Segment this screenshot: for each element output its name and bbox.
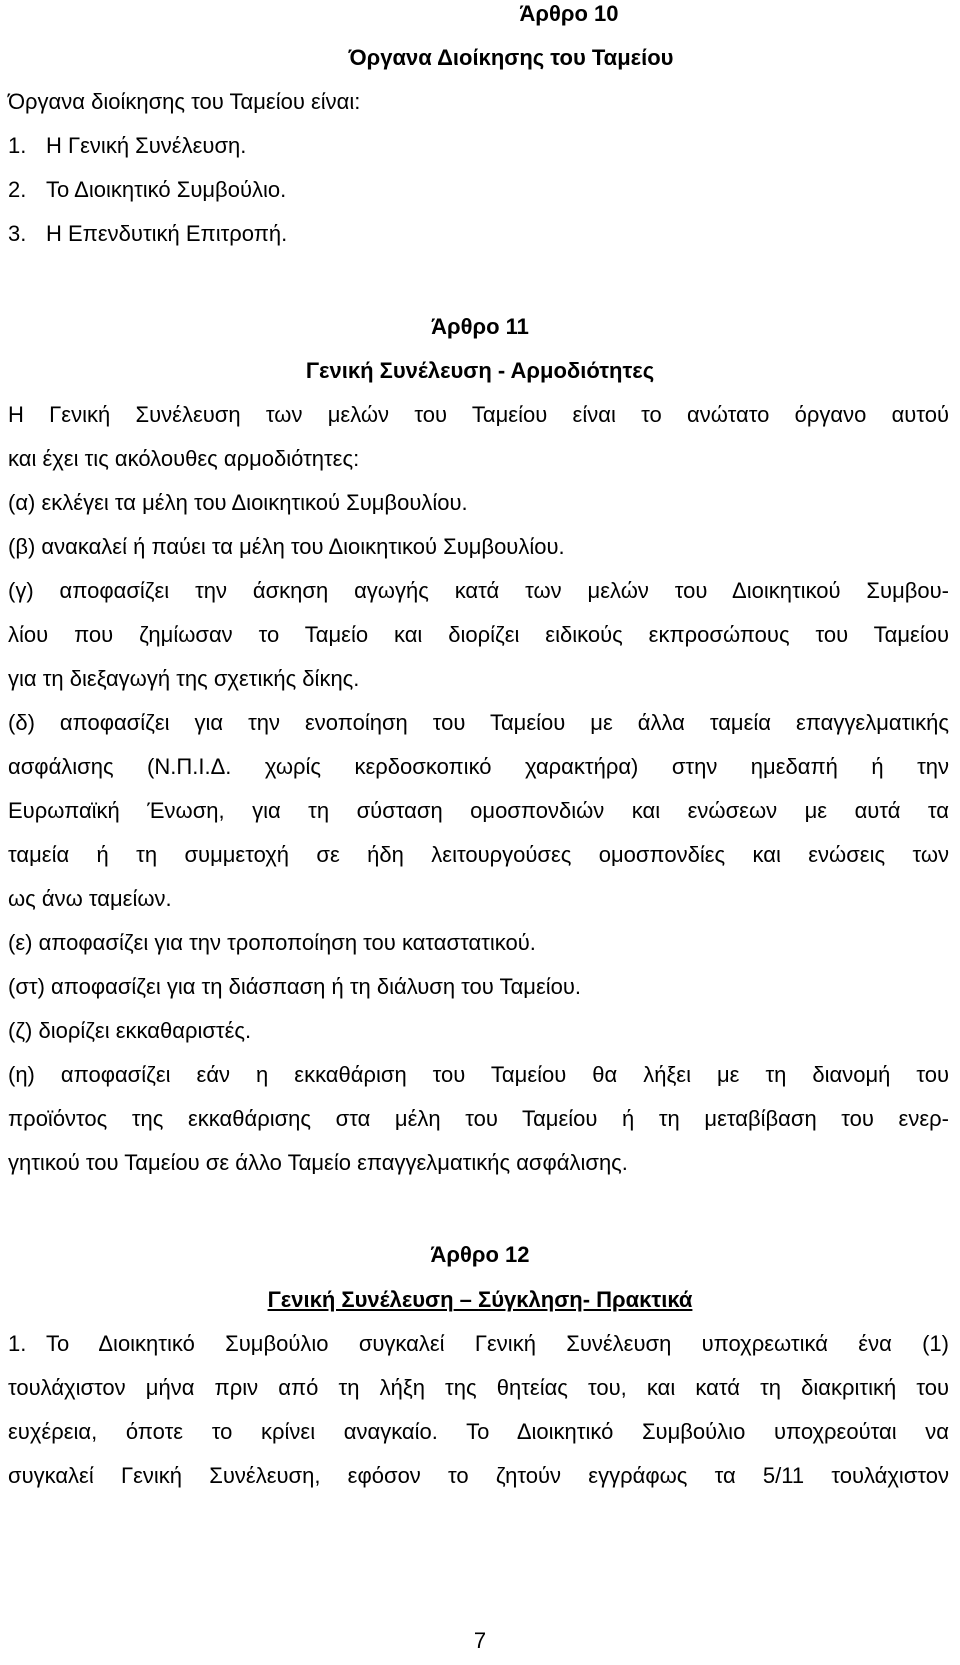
paragraph-text: Το Διοικητικό Συμβούλιο συγκαλεί Γενική Συνέλευση υποχρεωτικά ένα (1) xyxy=(46,1331,949,1356)
paragraph-line: ευχέρεια, όποτε το κρίνει αναγκαίο. Το Διοικητικό Συμβούλιο υποχρεούται να xyxy=(8,1419,949,1444)
paragraph-line: γητικού του Ταμείου σε άλλο Ταμείο επαγγελματικής ασφάλισης. xyxy=(8,1150,628,1175)
paragraph-line xyxy=(8,1322,949,1366)
article-10-heading: Άρθρο 10 xyxy=(519,1,619,26)
paragraph-line: και έχει τις ακόλουθες αρμοδιότητες: xyxy=(8,446,360,471)
paragraph-line: για τη διεξαγωγή της σχετικής δίκης. xyxy=(8,666,360,691)
paragraph-line: (ζ) διορίζει εκκαθαριστές. xyxy=(8,1018,252,1043)
article-12-heading: Άρθρο 12 xyxy=(430,1242,530,1267)
paragraph-line: (η) αποφασίζει εάν η εκκαθάριση του Ταμείου θα λήξει με τη διανομή του xyxy=(8,1062,949,1087)
list-item-number: 3. xyxy=(8,221,27,246)
paragraph-line: (γ) αποφασίζει την άσκηση αγωγής κατά των μελών του Διοικητικού Συμβου- xyxy=(8,578,949,603)
paragraph-line: Ευρωπαϊκή Ένωση, για τη σύσταση ομοσπονδιών και ενώσεων με αυτά τα xyxy=(8,798,949,823)
paragraph-line: προϊόντος της εκκαθάρισης στα μέλη του Ταμείου ή τη μεταβίβαση του ενερ- xyxy=(8,1106,949,1131)
list-item xyxy=(8,212,287,256)
article-12-title-part1: Γενική Συνέλευση xyxy=(267,1287,454,1312)
paragraph-line: συγκαλεί Γενική Συνέλευση, εφόσον το ζητούν εγγράφως τα 5/11 τουλάχιστον xyxy=(8,1463,949,1488)
list-item-text: Η Γενική Συνέλευση. xyxy=(46,133,247,158)
paragraph-line: (ε) αποφασίζει για την τροποποίηση του καταστατικού. xyxy=(8,930,536,955)
article-10-title: Όργανα Διοίκησης του Ταμείου xyxy=(348,45,674,70)
article-12-title xyxy=(0,1278,960,1322)
list-item xyxy=(8,168,286,212)
list-item-text: Η Επενδυτική Επιτροπή. xyxy=(46,221,288,246)
paragraph-line: (στ) αποφασίζει για τη διάσπαση ή τη διάλυση του Ταμείου. xyxy=(8,974,582,999)
article-11-title: Γενική Συνέλευση - Αρμοδιότητες xyxy=(305,358,655,383)
paragraph-line: Η Γενική Συνέλευση των μελών του Ταμείου είναι το ανώτατο όργανο αυτού xyxy=(8,402,949,427)
article-12-title-part2: Σύγκληση- Πρακτικά xyxy=(478,1287,693,1312)
paragraph-line: (β) ανακαλεί ή παύει τα μέλη του Διοικητικού Συμβουλίου. xyxy=(8,534,565,559)
paragraph-line: ασφάλισης (Ν.Π.Ι.Δ. χωρίς κερδοσκοπικό χαρακτήρα) στην ημεδαπή ή την xyxy=(8,754,949,779)
list-item xyxy=(8,124,246,168)
page-number: 7 xyxy=(473,1628,487,1653)
list-item-number: 1. xyxy=(8,133,27,158)
paragraph-line: λίου που ζημίωσαν το Ταμείο και διορίζει ειδικούς εκπροσώπους του Ταμείου xyxy=(8,622,949,647)
list-item-number: 2. xyxy=(8,177,27,202)
paragraph-line: τουλάχιστον μήνα πριν από τη λήξη της θητείας του, και κατά τη διακριτική του xyxy=(8,1375,949,1400)
paragraph-line: (δ) αποφασίζει για την ενοποίηση του Ταμείου με άλλα ταμεία επαγγελματικής xyxy=(8,710,949,735)
article-10-intro: Όργανα διοίκησης του Ταμείου είναι: xyxy=(8,89,361,114)
paragraph-line: (α) εκλέγει τα μέλη του Διοικητικού Συμβουλίου. xyxy=(8,490,468,515)
list-item-number: 1. xyxy=(8,1331,27,1356)
paragraph-line: ως άνω ταμείων. xyxy=(8,886,172,911)
paragraph-line: ταμεία ή τη συμμετοχή σε ήδη λειτουργούσες ομοσπονδίες και ενώσεις των xyxy=(8,842,949,867)
list-item-text: Το Διοικητικό Συμβούλιο. xyxy=(46,177,287,202)
article-12-title-dash: – xyxy=(453,1287,479,1312)
article-11-heading: Άρθρο 11 xyxy=(431,314,529,339)
